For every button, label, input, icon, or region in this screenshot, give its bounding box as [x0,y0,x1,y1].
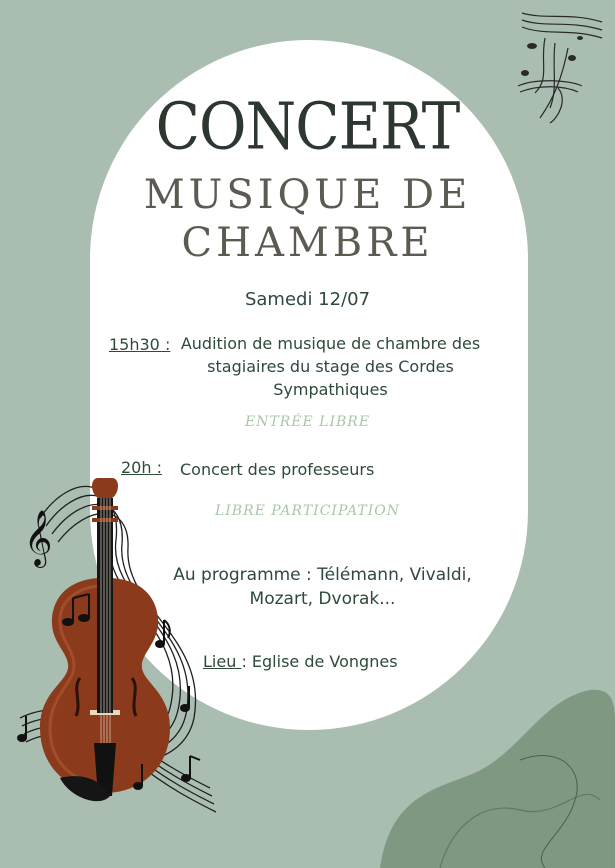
poster-title: CONCERT [155,87,460,165]
svg-text:𝄞: 𝄞 [24,510,53,566]
event-date: Samedi 12/07 [244,289,371,310]
venue-label: Lieu [203,652,242,671]
venue-value: : Eglise de Vongnes [241,652,398,671]
event-time-2: 20h : [121,458,162,477]
event-time-1: 15h30 : [109,335,171,354]
program-text: Au programme : Télémann, Vivaldi, Mozart, Dvorak... [173,565,472,609]
poster-subtitle-line1: MUSIQUE DE [143,172,472,218]
event-description-1: Audition de musique de chambre des stagiaires du stage des Cordes Sympathiques [180,334,481,399]
admission-participation: LIBRE PARTICIPATION [214,503,401,519]
event-description-2: Concert des professeurs [180,460,375,479]
treble-clef-icon [20,498,60,568]
admission-free: ENTRÉE LIBRE [244,414,371,430]
music-note-icon [10,590,210,810]
poster-subtitle-line2: CHAMBRE [181,220,434,266]
